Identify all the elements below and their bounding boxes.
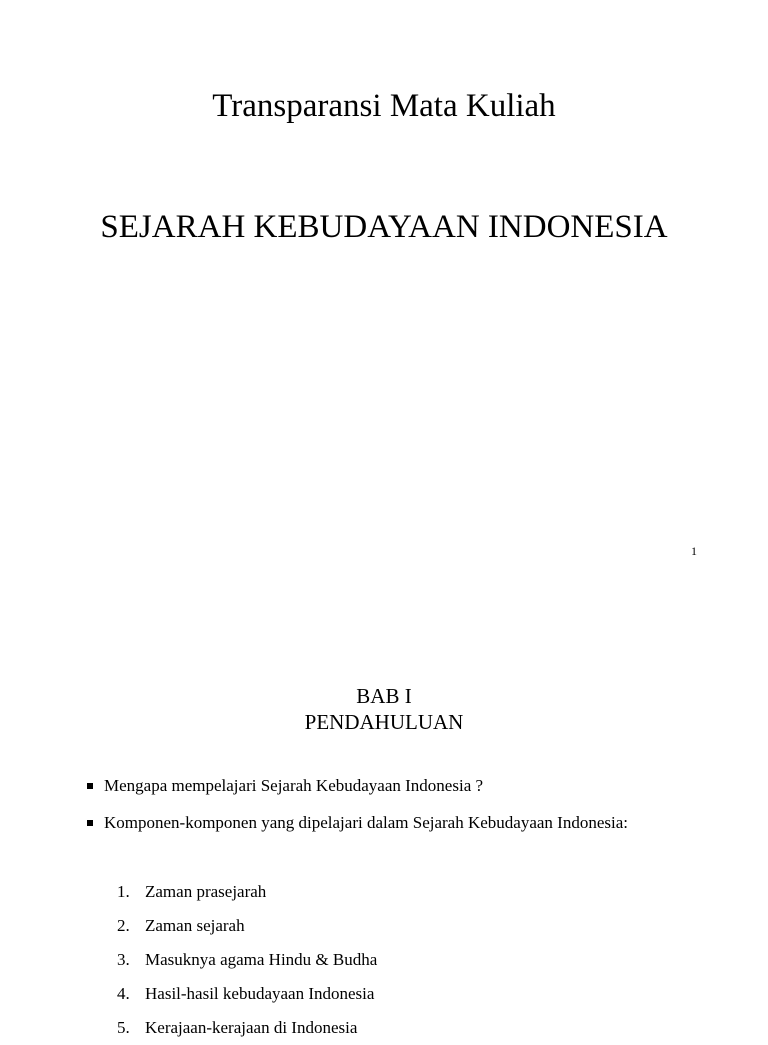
chapter-number: BAB I [356, 684, 412, 708]
page-number: 1 [691, 544, 697, 558]
numbered-list [117, 875, 717, 1045]
course-title: SEJARAH KEBUDAYAAN INDONESIA [100, 209, 668, 245]
list-number: 4. [117, 984, 130, 1003]
list-item [117, 1011, 717, 1045]
bullet-text: Komponen-komponen yang dipelajari dalam Sejarah Kebudayaan Indonesia: [104, 813, 628, 832]
list-item [117, 977, 717, 1011]
square-bullet-icon [87, 783, 93, 789]
list-item-text: Zaman sejarah [145, 916, 245, 935]
bullet-text: Mengapa mempelajari Sejarah Kebudayaan Indonesia ? [104, 776, 484, 795]
bullet-item [87, 806, 727, 874]
list-item-text: Hasil-hasil kebudayaan Indonesia [145, 984, 375, 1003]
list-number: 1. [117, 882, 130, 901]
document-title: Transparansi Mata Kuliah [212, 88, 556, 124]
list-number: 3. [117, 950, 130, 969]
list-item-text: Zaman prasejarah [145, 882, 267, 901]
list-item-text: Kerajaan-kerajaan di Indonesia [145, 1018, 358, 1037]
list-number: 2. [117, 916, 130, 935]
bullet-item [87, 769, 727, 803]
slide-page-2 [0, 590, 768, 1037]
list-item-text: Masuknya agama Hindu & Budha [145, 950, 378, 969]
list-item [117, 909, 717, 943]
square-bullet-icon [87, 820, 93, 826]
list-item [117, 943, 717, 977]
list-item [117, 875, 717, 909]
chapter-title: PENDAHULUAN [304, 710, 464, 734]
list-number: 5. [117, 1018, 130, 1037]
